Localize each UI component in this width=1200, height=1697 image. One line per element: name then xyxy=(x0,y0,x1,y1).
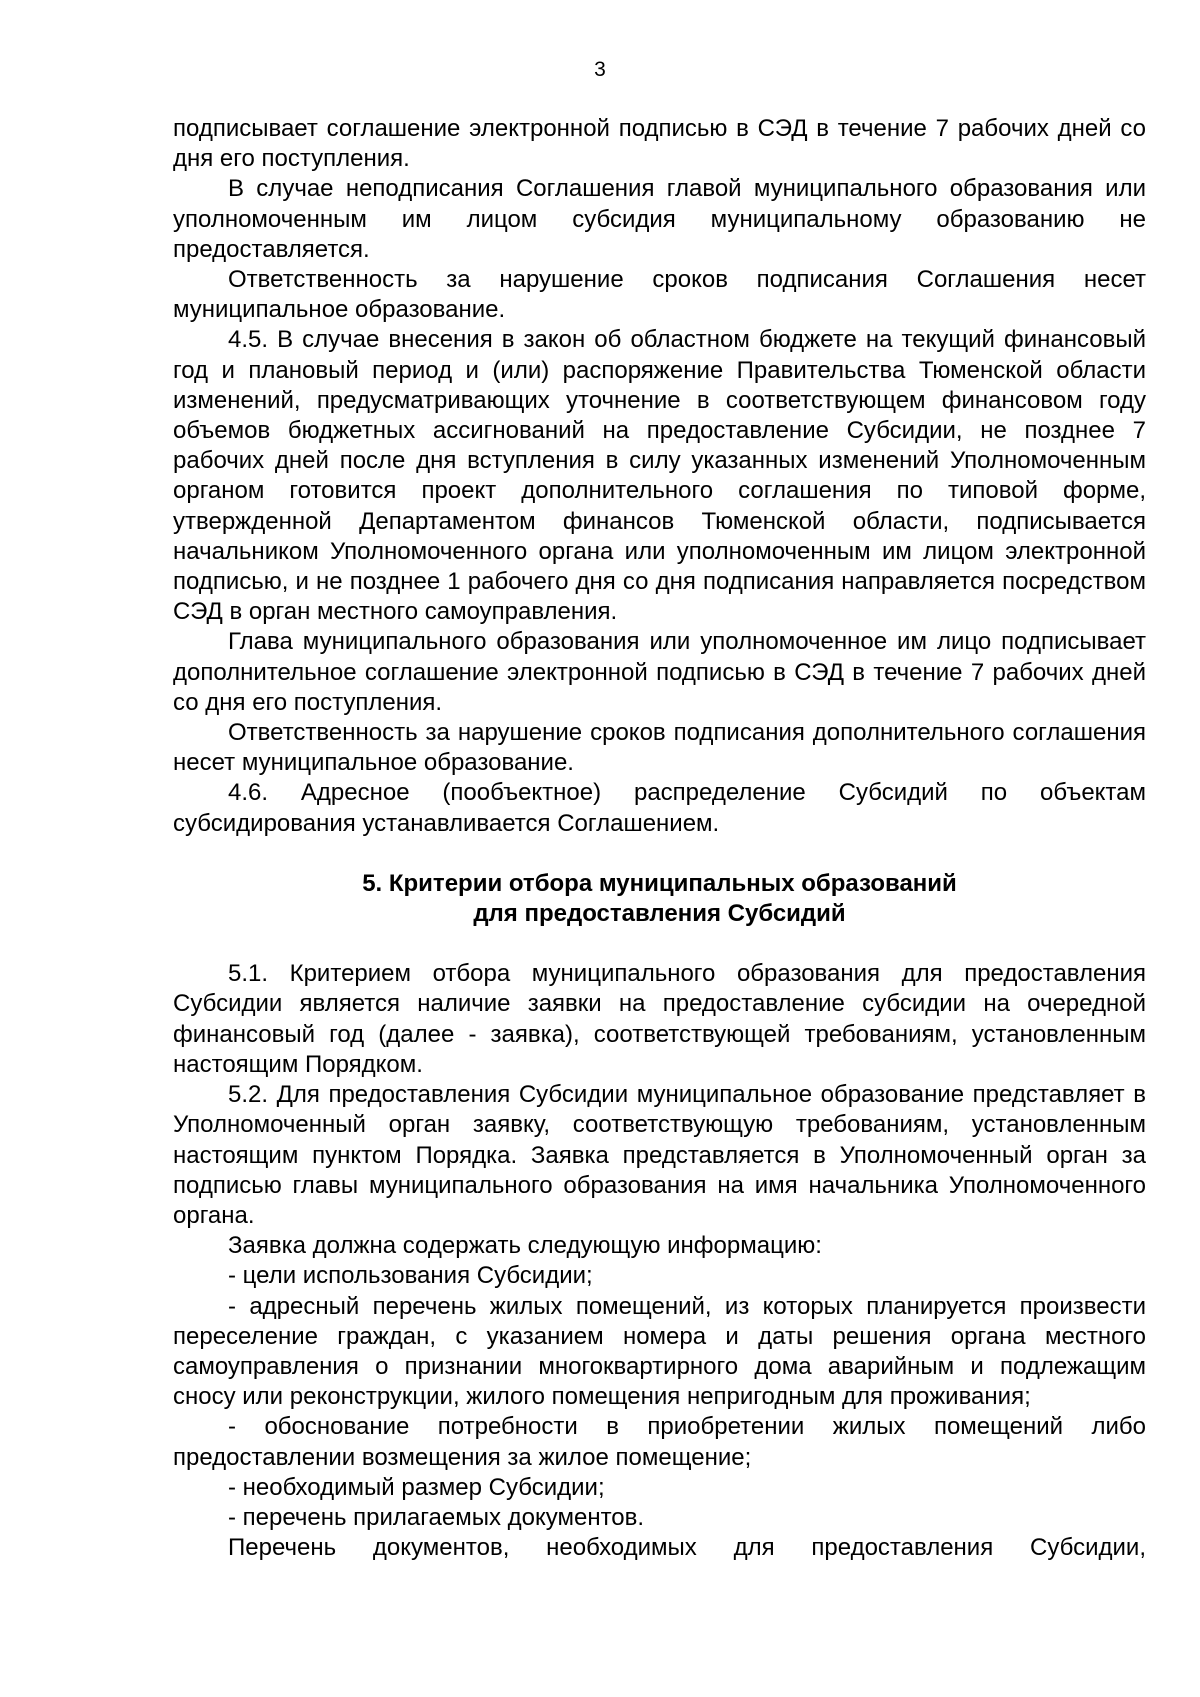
section-heading-line-1: 5. Критерии отбора муниципальных образований xyxy=(362,869,957,897)
paragraph: Ответственность за нарушение сроков подписания Соглашения несет муниципальное образование. xyxy=(173,266,1146,324)
paragraph: Ответственность за нарушение сроков подписания дополнительного соглашения несет муниципальное образование. xyxy=(173,719,1146,777)
paragraph: Заявка должна содержать следующую информацию: xyxy=(228,1232,822,1260)
paragraph-5-1: 5.1. Критерием отбора муниципального образования для предоставления Субсидии является наличие заявки на предоставление субсидии на очередной финансовый год (далее - заявка), соответствующей требованиям, установленным настоящим Порядком. xyxy=(173,960,1146,1078)
list-item: - обоснование потребности в приобретении жилых помещений либо предоставлении возмещения за жилое помещение; xyxy=(173,1413,1146,1471)
list-item: - цели использования Субсидии; xyxy=(228,1262,593,1290)
paragraph-5-2: 5.2. Для предоставления Субсидии муниципальное образование представляет в Уполномоченный орган заявку, соответствующую требованиям, установленным настоящим пунктом Порядка. Заявка представляется в Уполномоченный орган за подписью главы муниципального образования на имя начальника Уполномоченного органа. xyxy=(173,1081,1146,1229)
paragraph-continues: Перечень документов, необходимых для предоставления Субсидии, xyxy=(228,1534,1146,1562)
page-number: 3 xyxy=(594,58,606,81)
list-item: - перечень прилагаемых документов. xyxy=(228,1503,645,1531)
paragraph: Глава муниципального образования или уполномоченное им лицо подписывает дополнительное соглашение электронной подписью в СЭД в течение 7 рабочих дней со дня его поступления. xyxy=(173,628,1146,716)
paragraph-4-6: 4.6. Адресное (пообъектное) распределение Субсидий по объектам субсидирования устанавливается Соглашением. xyxy=(173,779,1146,837)
document-body xyxy=(173,114,1146,1563)
list-item: - адресный перечень жилых помещений, из которых планируется произвести переселение граждан, с указанием номера и даты решения органа местного самоуправления о признании многоквартирного дома аварийным и подлежащим сносу или реконструкции, жилого помещения непригодным для проживания; xyxy=(173,1292,1146,1411)
section-heading xyxy=(173,869,1146,929)
paragraph: подписывает соглашение электронной подписью в СЭД в течение 7 рабочих дней со дня его поступления. xyxy=(173,115,1146,173)
paragraph-4-5: 4.5. В случае внесения в закон об областном бюджете на текущий финансовый год и плановый период и (или) распоряжение Правительства Тюменской области изменений, предусматривающих уточнение в соответствующем финансовом году объемов бюджетных ассигнований на предоставление Субсидии, не позднее 7 рабочих дней после дня вступления в силу указанных изменений Уполномоченным органом готовится проект дополнительного соглашения по типовой форме, утвержденной Департаментом финансов Тюменской области, подписывается начальником Уполномоченного органа или уполномоченным им лицом электронной подписью, и не позднее 1 рабочего дня со дня подписания направляется посредством СЭД в орган местного самоуправления. xyxy=(173,326,1146,626)
section-heading-line-2: для предоставления Субсидий xyxy=(473,900,846,928)
list-item: - необходимый размер Субсидии; xyxy=(228,1473,605,1501)
paragraph: В случае неподписания Соглашения главой муниципального образования или уполномоченным им лицом субсидия муниципальному образованию не предоставляется. xyxy=(173,175,1146,263)
